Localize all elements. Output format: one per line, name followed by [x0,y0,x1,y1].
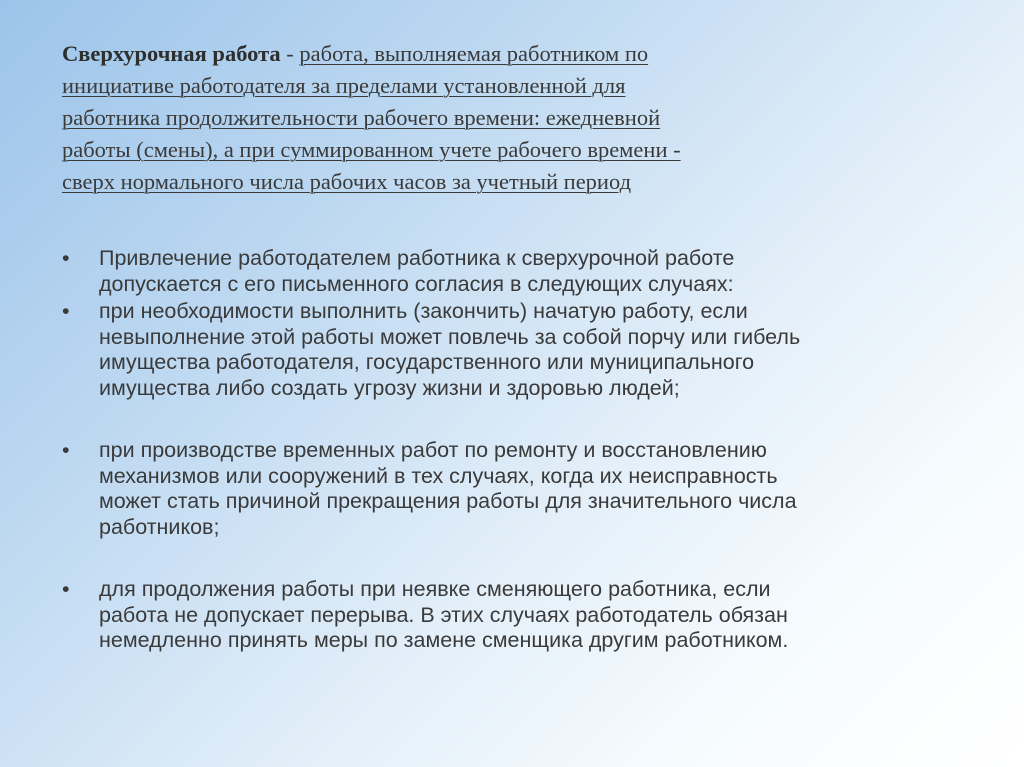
bullet-text: имущества либо создать угрозу жизни и здоровью людей; [99,375,680,400]
bullet-text: допускается с его письменного согласия в следующих случаях: [99,271,734,296]
bullet-text: для продолжения работы при неявке сменяющего работника, если [99,577,771,601]
bullet-text: невыполнение этой работы может повлечь за собой порчу или гибель [99,324,801,349]
definition-text: работы (смены), а при суммированном учете рабочего времени - [62,137,681,162]
definition-text: инициативе работодателя за пределами установленной для [62,73,626,98]
bullet-text: имущества работодателя, государственного или муниципального [99,350,755,374]
definition-line [62,38,962,70]
bullet-text: может стать причиной прекращения работы для значительного числа [99,489,797,513]
definition-term: Сверхурочная работа [62,41,281,66]
definition-text: работа, выполняемая работником по [299,41,649,66]
bullet-list [62,246,982,654]
bullet-item [62,438,982,540]
bullet-text: Привлечение работодателем работника к сверхурочной работе [99,246,735,270]
bullet-text: механизмов или сооружений в тех случаях, когда их неисправность [99,463,778,488]
bullet-text: работников; [99,514,220,539]
definition-separator: - [280,41,300,66]
bullet-icon: • [62,299,70,323]
bullet-icon: • [62,246,70,270]
bullet-text: при необходимости выполнить (закончить) начатую работу, если [99,299,748,323]
bullet-item [62,299,982,401]
bullet-text: немедленно принять меры по замене сменщика другим работником. [99,628,789,652]
bullet-text: работа не допускает перерыва. В этих случаях работодатель обязан [99,602,788,627]
bullet-icon: • [62,438,70,462]
bullet-text: при производстве временных работ по ремонту и восстановлению [99,438,767,462]
definition-text: работника продолжительности рабочего времени: ежедневной [62,105,661,130]
definition-paragraph [62,38,962,198]
bullet-icon: • [62,577,70,601]
bullet-item [62,246,982,297]
definition-text: сверх нормального числа рабочих часов за учетный период [62,169,632,194]
bullet-item [62,577,982,654]
